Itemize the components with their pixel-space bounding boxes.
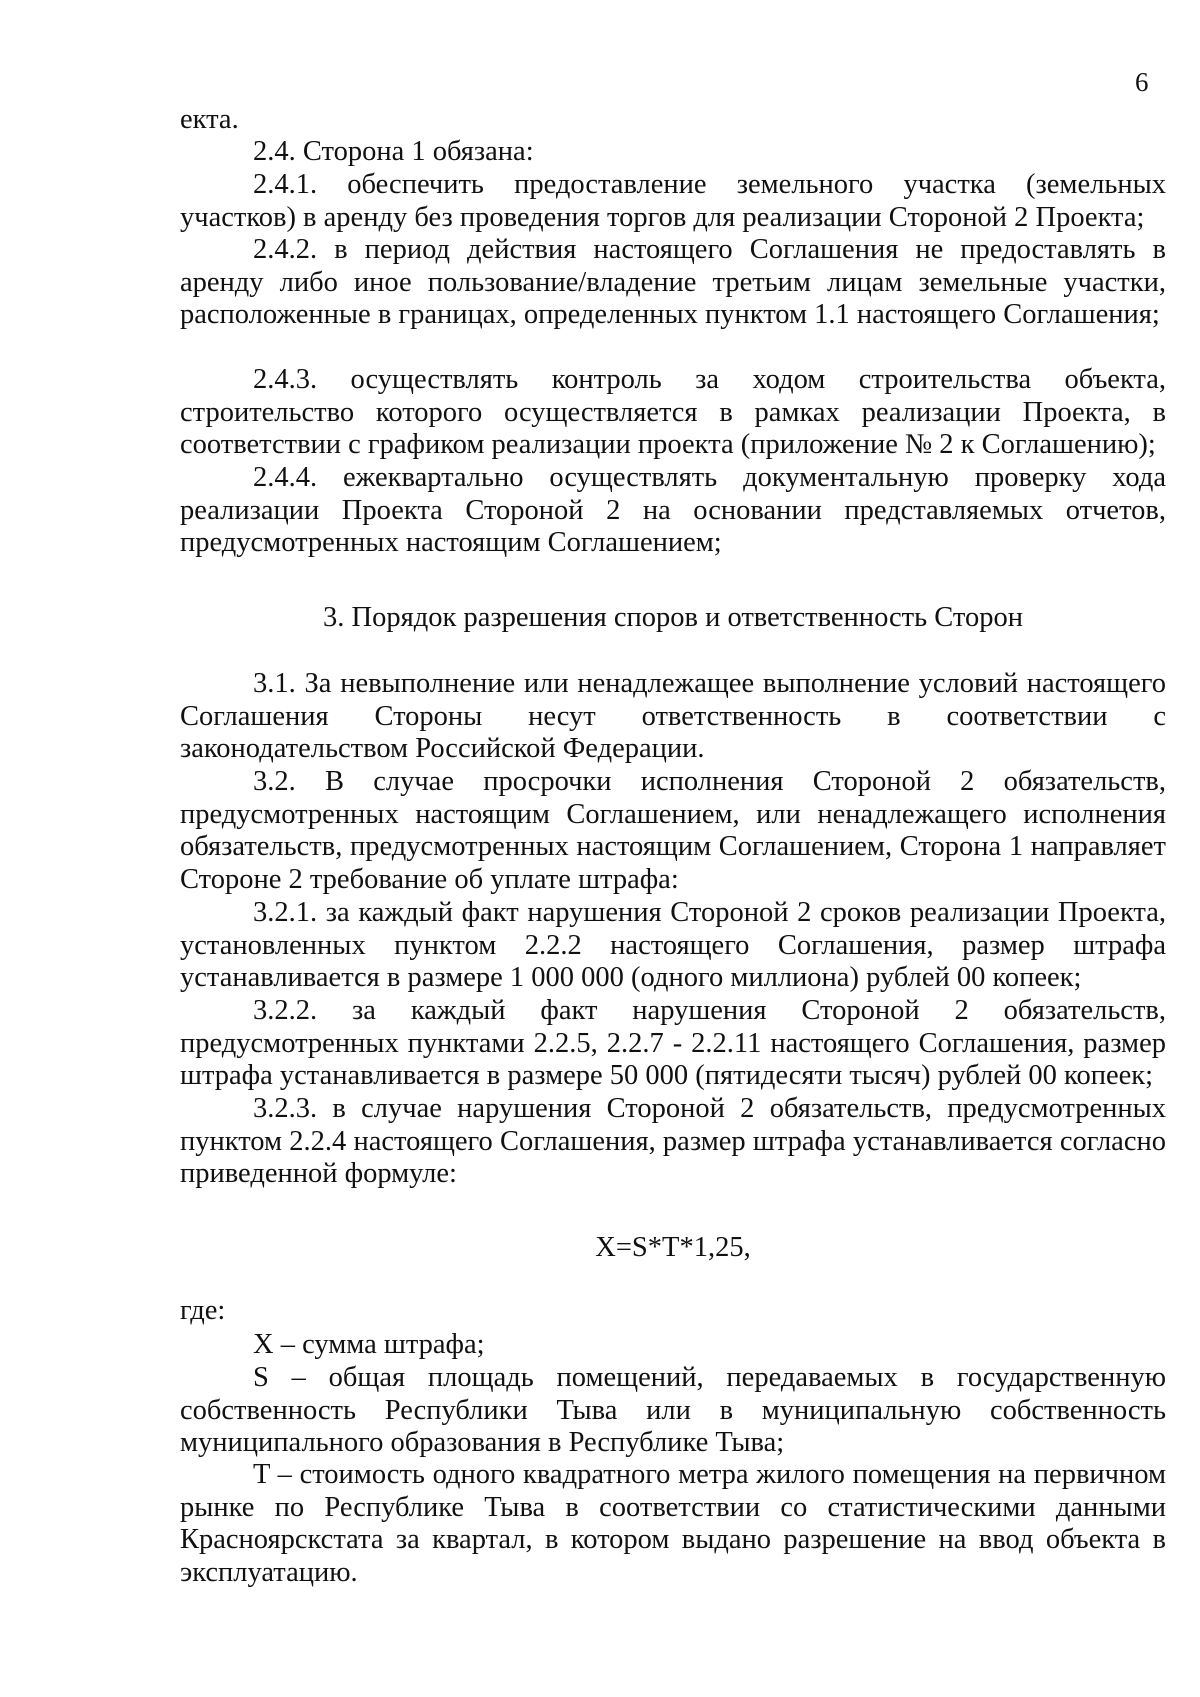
paragraph-2-4-2: 2.4.2. в период действия настоящего Соглашения не предоставлять в аренду либо иное пользование/владение третьим лицам земельные участки, расположенные в границах, определенных пунктом 1.1 настоящего Соглашения; bbox=[180, 234, 1166, 330]
definition-s: S – общая площадь помещений, передаваемых в государственную собственность Республики Тыва или в муниципальную собственность муниципального образования в Республике Тыва; bbox=[180, 1362, 1166, 1458]
paragraph-3-1: 3.1. За невыполнение или ненадлежащее выполнение условий настоящего Соглашения Стороны несут ответственность в соответствии с законодательством Российской Федерации. bbox=[180, 668, 1166, 764]
paragraph-where: где: bbox=[180, 1295, 226, 1326]
penalty-formula: X=S*T*1,25, bbox=[595, 1232, 751, 1263]
paragraph-3-2-3: 3.2.3. в случае нарушения Стороной 2 обязательств, предусмотренных пунктом 2.2.4 настоящего Соглашения, размер штрафа устанавливается согласно приведенной формуле: bbox=[180, 1093, 1166, 1189]
paragraph-2-4-4: 2.4.4. ежеквартально осуществлять документальную проверку хода реализации Проекта Стороной 2 на основании представляемых отчетов, предусмотренных настоящим Соглашением; bbox=[180, 462, 1166, 558]
paragraph-2-4-1: 2.4.1. обеспечить предоставление земельного участка (земельных участков) в аренду без проведения торгов для реализации Стороной 2 Проекта; bbox=[180, 169, 1166, 233]
paragraph-2-4: 2.4. Сторона 1 обязана: bbox=[253, 136, 534, 167]
paragraph-3-2: 3.2. В случае просрочки исполнения Стороной 2 обязательств, предусмотренных настоящим Соглашением, или ненадлежащего исполнения обязательств, предусмотренных настоящим Соглашением, Сторона 1 направляет Стороне 2 требование об уплате штрафа: bbox=[180, 766, 1166, 895]
paragraph-3-2-2: 3.2.2. за каждый факт нарушения Стороной 2 обязательств, предусмотренных пунктами 2.2.5, 2.2.7 - 2.2.11 настоящего Соглашения, размер штрафа устанавливается в размере 50 000 (пятидесяти тысяч) рублей 00 копеек; bbox=[180, 995, 1166, 1091]
paragraph-2-4-3: 2.4.3. осуществлять контроль за ходом строительства объекта, строительство которого осуществляется в рамках реализации Проекта, в соответствии с графиком реализации проекта (приложение № 2 к Соглашению); bbox=[180, 364, 1166, 460]
paragraph-continuation: екта. bbox=[180, 104, 239, 135]
paragraph-3-2-1: 3.2.1. за каждый факт нарушения Стороной 2 сроков реализации Проекта, установленных пунктом 2.2.2 настоящего Соглашения, размер штрафа устанавливается в размере 1 000 000 (одного миллиона) рублей 00 копеек; bbox=[180, 897, 1166, 993]
page-number: 6 bbox=[1135, 67, 1149, 97]
definition-x: X – сумма штрафа; bbox=[253, 1329, 485, 1360]
definition-t: T – стоимость одного квадратного метра жилого помещения на первичном рынке по Республике Тыва в соответствии со статистическими данными Красноярскстата за квартал, в котором выдано разрешение на ввод объекта в эксплуатацию. bbox=[180, 1459, 1166, 1588]
section-3-heading: 3. Порядок разрешения споров и ответственность Сторон bbox=[323, 602, 1023, 633]
